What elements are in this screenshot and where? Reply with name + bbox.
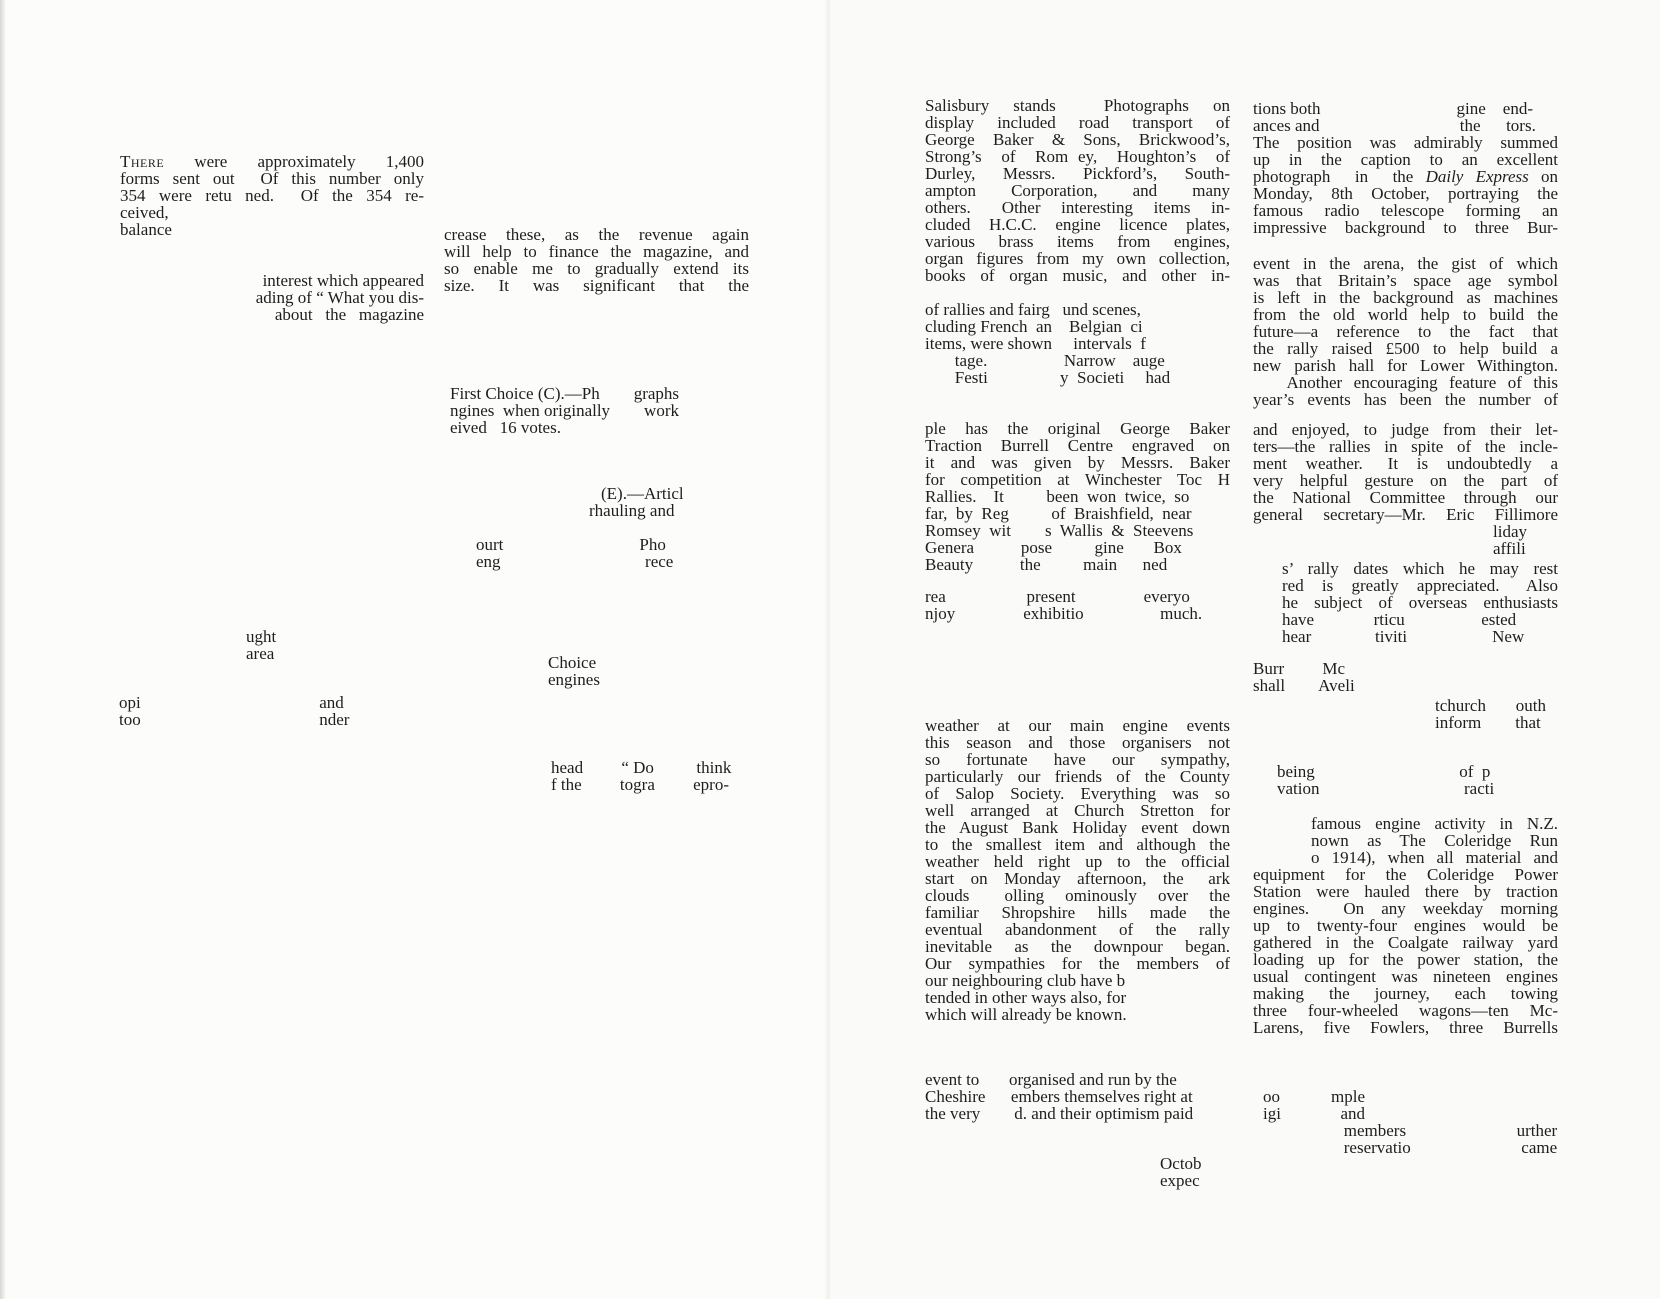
fragment-line: rea present everyo — [925, 587, 1190, 606]
col3-para3-line: tended in other ways also, for — [925, 988, 1127, 1007]
fragment-line: engines — [548, 670, 600, 689]
col2-para1-line: crease these, as the revenue again — [444, 225, 749, 244]
col2-fragment-b — [589, 485, 729, 519]
col2-fragment-d — [548, 654, 638, 688]
col4-para1-line: tions both gine end- — [1253, 99, 1534, 118]
fragment-line: Festi y Societi had — [925, 368, 1171, 387]
fragment-line: rhauling and — [589, 501, 675, 520]
col3-para1-line: organ figures from my own collection, — [925, 249, 1230, 268]
col4-para2-line: is left in the background as machines — [1253, 288, 1558, 307]
col3-para2-line: for competition at Winchester Toc H — [925, 470, 1230, 489]
col2-fragment-e — [551, 759, 751, 793]
col1-para1-first-word: There — [120, 152, 165, 171]
col2-para1-line: will help to finance the magazine, and — [444, 242, 749, 261]
col4-fragment-d — [1277, 763, 1560, 797]
col3-para1-line: display included road transport of — [925, 113, 1230, 132]
col4-para1-line: photograph in the Daily Express on — [1253, 167, 1559, 186]
fragment-line: Cheshire embers themselves right at — [925, 1087, 1193, 1106]
col4-para6-line: Station were hauled there by traction — [1253, 882, 1558, 901]
col2-fragment-a — [450, 385, 750, 436]
col3-para3-line: of Salop Society. Everything was so — [925, 784, 1230, 803]
col4-para4-line: red is greatly appreciated. Also — [1282, 576, 1558, 595]
col4-para3 — [1253, 421, 1558, 523]
fragment-line: tage. Narrow auge — [925, 351, 1165, 370]
fragment-line: head “ Do think — [551, 758, 732, 777]
col4-para6-line: gathered in the Coalgate railway yard — [1253, 933, 1558, 952]
fragment-line: too nder — [119, 710, 350, 729]
col4-fragment-e — [1263, 1088, 1560, 1156]
col4-para1-line: ances and the tors. — [1253, 116, 1536, 135]
col4-para2-line: new parish hall for Lower Withington. — [1253, 356, 1558, 375]
col4-para1-line: Monday, 8th October, portraying the — [1253, 184, 1558, 203]
col1-para1-line: forms sent out Of this number only — [120, 169, 424, 188]
col1-para1-line1: There were approximately 1,400 — [120, 152, 425, 171]
fragment-line: ught — [246, 627, 277, 646]
fragment-line: vation racti — [1277, 779, 1495, 798]
fragment-line: First Choice (C).—Ph graphs — [450, 384, 680, 403]
col3-para1-line: various brass items from engines, — [925, 232, 1230, 251]
fragment-line: items, were shown intervals f — [925, 334, 1146, 353]
fragment-line: njoy exhibitio much. — [925, 604, 1203, 623]
col4-para6-line: Larens, five Fowlers, three Burrells — [1253, 1018, 1558, 1037]
fragment-line: the very d. and their optimism paid — [925, 1104, 1194, 1123]
fragment-line: eng rece — [476, 552, 674, 571]
col2-para1-line: size. It was significant that the — [444, 276, 749, 295]
col4-para4-line: he subject of overseas enthusiasts — [1282, 593, 1558, 612]
col4-para6-line: making the journey, each towing — [1253, 984, 1558, 1003]
fragment-line: opi and — [119, 693, 344, 712]
col3-para2-line: far, by Reg of Braishfield, near — [925, 504, 1192, 523]
col1-fragment-c — [119, 694, 423, 728]
col1-fragment-b — [246, 628, 306, 662]
col3-para1-line: cluded H.C.C. engine licence plates, — [925, 215, 1230, 234]
col3-para3-line: inevitable as the downpour began. — [925, 937, 1230, 956]
fragment-line: tchurch outh — [1435, 696, 1546, 715]
col3-para2 — [925, 420, 1230, 573]
col3-fragment-d — [1160, 1155, 1220, 1189]
col3-para1-line: others. Other interesting items in- — [925, 198, 1230, 217]
col4-para2-line: the rally raised £500 to help build a — [1253, 339, 1558, 358]
col4-para2-line: event in the arena, the gist of which — [1253, 254, 1558, 273]
col4-para2-line: Another encouraging feature of this — [1253, 373, 1558, 392]
fragment-line: (E).—Articl — [601, 484, 684, 503]
col4-para3-line: ment weather. It is undoubtedly a — [1253, 454, 1558, 473]
fragment-line: ourt Pho — [476, 535, 666, 554]
col3-para3-line: particularly our friends of the County — [925, 767, 1230, 786]
col3-para3-line: Our sympathies for the members of — [925, 954, 1230, 973]
col4-para5-line: o 1914), when all material and — [1311, 848, 1558, 867]
col3-para3 — [925, 717, 1230, 1023]
fragment-line: of rallies and fairg und scenes, — [925, 300, 1141, 319]
fragment-line: shall Aveli — [1253, 676, 1355, 695]
col3-para2-line: Genera pose gine Box — [925, 538, 1182, 557]
col3-para3-line: familiar Shropshire hills made the — [925, 903, 1230, 922]
col4-para1-line: impressive background to three Bur- — [1253, 218, 1558, 237]
col4-para2-line: year’s events has been the number of — [1253, 390, 1558, 409]
col1-para1-line: ceived, — [120, 203, 169, 222]
col3-para1-line: Durley, Messrs. Pickford’s, South- — [925, 164, 1230, 183]
col3-para1-line: Salisbury stands Photographs on — [925, 96, 1230, 115]
col4-para6-line: engines. On any weekday morning — [1253, 899, 1558, 918]
col1-para1 — [120, 153, 424, 238]
fragment-line: reservatio came — [1263, 1138, 1558, 1157]
newspaper-title: Daily Express — [1425, 167, 1529, 186]
fragment-line: event to organised and run by the — [925, 1070, 1177, 1089]
col4-para2-line: was that Britain’s space age symbol — [1253, 271, 1558, 290]
col3-para3-line: so fortunate have our sympathy, — [925, 750, 1230, 769]
col4-para2-line: future—a reference to the fact that — [1253, 322, 1558, 341]
col3-para1 — [925, 97, 1230, 284]
col4-para4-line: s’ rally dates which he may rest — [1282, 559, 1558, 578]
col4-para6-line: equipment for the Coleridge Power — [1253, 865, 1558, 884]
col4-para1-line: The position was admirably summed — [1253, 133, 1558, 152]
fragment-line: area — [246, 644, 275, 663]
fragment-line: ngines when originally work — [450, 401, 679, 420]
fragment-line: members urther — [1263, 1121, 1558, 1140]
col1-fragment-a — [220, 272, 424, 323]
col3-para1-line: ampton Corporation, and many — [925, 181, 1230, 200]
col4-para6-line: usual contingent was nineteen engines — [1253, 967, 1558, 986]
col3-para3-line: start on Monday afternoon, the ark — [925, 869, 1230, 888]
col4-para4 — [1282, 560, 1558, 645]
col4-para4-line: hear tiviti New — [1282, 627, 1525, 646]
col3-para2-line: Beauty the main ned — [925, 555, 1168, 574]
col4-para2 — [1253, 255, 1558, 408]
fragment-line: liday — [1493, 522, 1527, 541]
col4-para3-line: very helpful gesture on the part of — [1253, 471, 1558, 490]
fragment-line: ading of “ What you dis- — [255, 288, 424, 307]
col4-para3-line: and enjoyed, to judge from their let- — [1253, 420, 1558, 439]
col3-fragment-b — [925, 588, 1230, 622]
col3-para1-line: books of organ music, and other in- — [925, 266, 1230, 285]
fragment-line: cluding French an Belgian ci — [925, 317, 1143, 336]
col4-para6-line: up to twenty-four engines would be — [1253, 916, 1558, 935]
col3-para3-line: which will already be known. — [925, 1005, 1127, 1024]
col1-para1-line: balance — [120, 220, 172, 239]
fragment-line: expec — [1160, 1171, 1200, 1190]
col3-para1-line: Strong’s of Rom ey, Houghton’s of — [925, 147, 1230, 166]
col4-para4-line: have rticu ested — [1282, 610, 1517, 629]
col4-para5-line: nown as The Coleridge Run — [1311, 831, 1558, 850]
fragment-line: being of p — [1277, 762, 1491, 781]
col2-fragment-c — [476, 536, 716, 570]
col3-para3-line: to the smallest item and although the — [925, 835, 1230, 854]
col2-para1 — [444, 226, 749, 294]
fragment-line: igi and — [1263, 1104, 1365, 1123]
fragment-line: f the togra epro- — [551, 775, 729, 794]
fragment-line: affili — [1493, 539, 1526, 558]
fragment-line: oo mple — [1263, 1087, 1365, 1106]
fragment-line: interest which appeared — [262, 271, 424, 290]
col3-fragment-a — [925, 301, 1230, 386]
fragment-line: inform that — [1435, 713, 1541, 732]
col4-para5 — [1311, 815, 1558, 866]
col4-para3-line: the National Committee through our — [1253, 488, 1558, 507]
col1-para1-line: 354 were retu ned. Of the 354 re- — [120, 186, 424, 205]
col3-para2-line: ple has the original George Baker — [925, 419, 1230, 438]
col3-para3-line: our neighbouring club have b — [925, 971, 1126, 990]
col3-para2-line: Rallies. It been won twice, so — [925, 487, 1190, 506]
col4-para5-line: famous engine activity in N.Z. — [1311, 814, 1558, 833]
fragment-line: Burr Mc — [1253, 659, 1346, 678]
col3-fragment-c — [925, 1071, 1230, 1122]
col4-para1-line: famous radio telescope forming an — [1253, 201, 1558, 220]
col4-para1 — [1253, 100, 1558, 236]
fragment-line: Choice — [548, 653, 597, 672]
col4-para6-line: loading up for the power station, the — [1253, 950, 1558, 969]
col3-para1-line: George Baker & Sons, Brickwood’s, — [925, 130, 1230, 149]
fragment-line: about the magazine — [274, 305, 424, 324]
col4-para2-line: from the old world help to build the — [1253, 305, 1558, 324]
col3-para3-line: this season and those organisers not — [925, 733, 1230, 752]
col4-fragment-b — [1253, 660, 1403, 694]
col3-para2-line: it and was given by Messrs. Baker — [925, 453, 1230, 472]
page-edge-shadow — [0, 0, 6, 1299]
right-page — [830, 0, 1660, 1299]
fragment-line: eived 16 votes. — [450, 418, 561, 437]
fragment-line: Octob — [1160, 1154, 1202, 1173]
col3-para3-line: well arranged at Church Stretton for — [925, 801, 1230, 820]
col3-para3-line: the August Bank Holiday event down — [925, 818, 1230, 837]
col3-para3-line: weather at our main engine events — [925, 716, 1230, 735]
col4-para6-line: three four-wheeled wagons—ten Mc- — [1253, 1001, 1558, 1020]
col3-para2-line: Romsey wit s Wallis & Steevens — [925, 521, 1194, 540]
col3-para2-line: Traction Burrell Centre engraved on — [925, 436, 1230, 455]
col4-para3-line: ters—the rallies in spite of the incle- — [1253, 437, 1558, 456]
col2-para1-line: so enable me to gradually extend its — [444, 259, 749, 278]
col4-para1-line: up in the caption to an excellent — [1253, 150, 1558, 169]
col4-fragment-c — [1435, 697, 1560, 731]
col4-para3-line: general secretary—Mr. Eric Fillimore — [1253, 505, 1558, 524]
col3-para3-line: weather held right up to the official — [925, 852, 1230, 871]
col3-para3-line: eventual abandonment of the rally — [925, 920, 1230, 939]
col4-fragment-a — [1493, 523, 1553, 557]
col4-para6 — [1253, 866, 1558, 1036]
col3-para3-line: clouds olling ominously over the — [925, 886, 1230, 905]
